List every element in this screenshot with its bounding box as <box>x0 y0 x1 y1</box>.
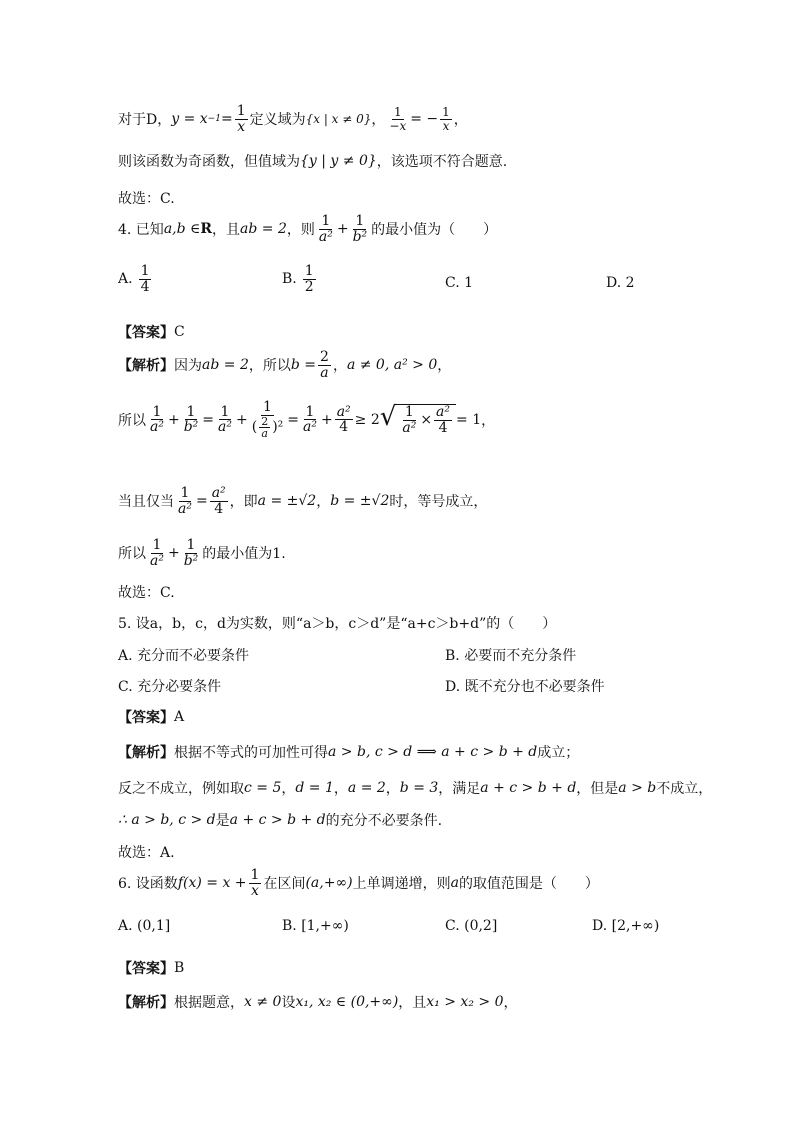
math-set: {x | x ≠ 0} <box>305 112 372 127</box>
math: ab = 2 <box>240 221 287 238</box>
option-a: A. $\frac{1}{4}$ <box>118 263 150 295</box>
analysis-5-line3: ∴ a > b, c > d 是 a + c > b + d 的充分不必要条件. <box>118 812 443 829</box>
analysis-4-line5: 故选：C. <box>118 585 175 601</box>
fraction: $\frac{1}{\text{b²}}$ <box>352 213 368 245</box>
math: = − <box>410 111 439 128</box>
analysis-5-line1: 【解析】 根据不等式的可加性可得 a > b, c > d ⟹ a + c > b + d 成立； <box>118 744 580 761</box>
option-a: A. (0,1] <box>118 918 171 934</box>
text: ，则 <box>286 222 315 239</box>
math: = <box>220 111 233 128</box>
text: 4. 已知 <box>118 222 164 239</box>
analysis-5-line2: 反之不成立，例如取 c = 5 ， d = 1 ， a = 2 ， b = 3 ，满足 a + c > b + d ，但是 a > b 不成立， <box>118 780 713 797</box>
question-4-stem <box>118 214 497 244</box>
text: ， <box>453 112 468 129</box>
option-d: D. 2 <box>606 275 635 291</box>
fraction: $\frac{1}{x}$ <box>236 103 246 135</box>
analysis-4-line1: 【解析】 因为 ab = 2 ，所以 b = $\frac{2}{a}$ ， a ≠ 0, a² > 0 ， <box>118 349 452 381</box>
math: + <box>336 221 349 238</box>
math: a,b ∈ <box>163 221 201 238</box>
analysis-4-line3: 当且仅当 $\frac{1}{\text{a²}}$ = $\frac{\text{a²}}{4}$ ，即 a = ±√2 ， b = ±√2 时，等号成立， <box>118 485 488 517</box>
option-b: B. 必要而不充分条件 <box>445 648 577 664</box>
option-b: B. [1,+∞) <box>282 918 349 934</box>
math-reals: R <box>200 221 213 238</box>
line-range <box>118 151 507 171</box>
text: 定义域为 <box>249 112 306 129</box>
analysis-4-line4: 所以 $\frac{1}{\text{a²}}$ + $\frac{1}{\text{b²}}$ 的最小值为1. <box>118 537 286 569</box>
option-b: B. $\frac{1}{2}$ <box>282 263 314 295</box>
line-choice <box>118 188 175 208</box>
option-a: A. 充分而不必要条件 <box>118 648 250 664</box>
fraction: $\frac{1}{-x}$ <box>389 105 407 133</box>
text: ， <box>371 112 386 129</box>
text: 的最小值为（ ） <box>371 222 498 239</box>
question-6-stem: 6. 设函数 f(x) = x + $\frac{1}{x}$ 在区间 (a,+∞) 上单调递增，则 a 的取值范围是（ ） <box>118 867 599 899</box>
answer-4: 【答案】 C <box>118 324 185 341</box>
option-c: C. 1 <box>445 275 474 291</box>
text: 则该函数为奇函数，但值域为 <box>118 154 300 170</box>
option-d: D. [2,+∞) <box>592 918 660 934</box>
text: ，该选项不符合题意. <box>376 154 508 170</box>
analysis-4-line2: 所以 $\frac{1}{\text{a²}}$ + $\frac{1}{\text{b²}}$ = $\frac{1}{\text{a²}}$ + 1 ( $\frac{2}{a}$ )² = $\frac{1}{\text{a²}}$ + $\frac{\text{a²}}{4}$ ≥ 2 √ $\frac{1}{\text{a²}}$ × $\frac{\text{a²}}{4}$ = 1 ， <box>118 399 496 441</box>
analysis-5-line4: 故选：A. <box>118 845 175 861</box>
text: ，且 <box>212 222 241 239</box>
text: 对于D， <box>118 112 172 129</box>
fraction: $\frac{1}{\text{a²}}$ <box>318 213 333 245</box>
question-5-stem: 5. 设a，b，c，d为实数，则“a＞b，c＞d”是“a+c＞b+d”的（ ） <box>118 616 557 632</box>
option-c: C. (0,2] <box>445 918 498 934</box>
answer-6: 【答案】 B <box>118 960 185 977</box>
answer-5: 【答案】 A <box>118 709 185 726</box>
math-set: {y | y ≠ 0} <box>300 153 377 169</box>
math: y = x <box>171 111 208 128</box>
line-option-d-analysis: 对于D， y = x −1 = $\frac{1}{x}$ 定义域为 {x | x ≠ 0} ， $\frac{1}{-x}$ = − $\frac{1}{x}$ ， <box>118 103 468 135</box>
fraction: $\frac{1}{x}$ <box>442 105 450 133</box>
text: 故选：C. <box>118 191 175 207</box>
option-c: C. 充分必要条件 <box>118 679 222 695</box>
analysis-6-line1: 【解析】 根据题意， x ≠ 0 设 x₁, x₂ ∈ (0,+∞) ，且 x₁ > x₂ > 0 ， <box>118 994 518 1011</box>
option-d: D. 既不充分也不必要条件 <box>445 679 605 695</box>
